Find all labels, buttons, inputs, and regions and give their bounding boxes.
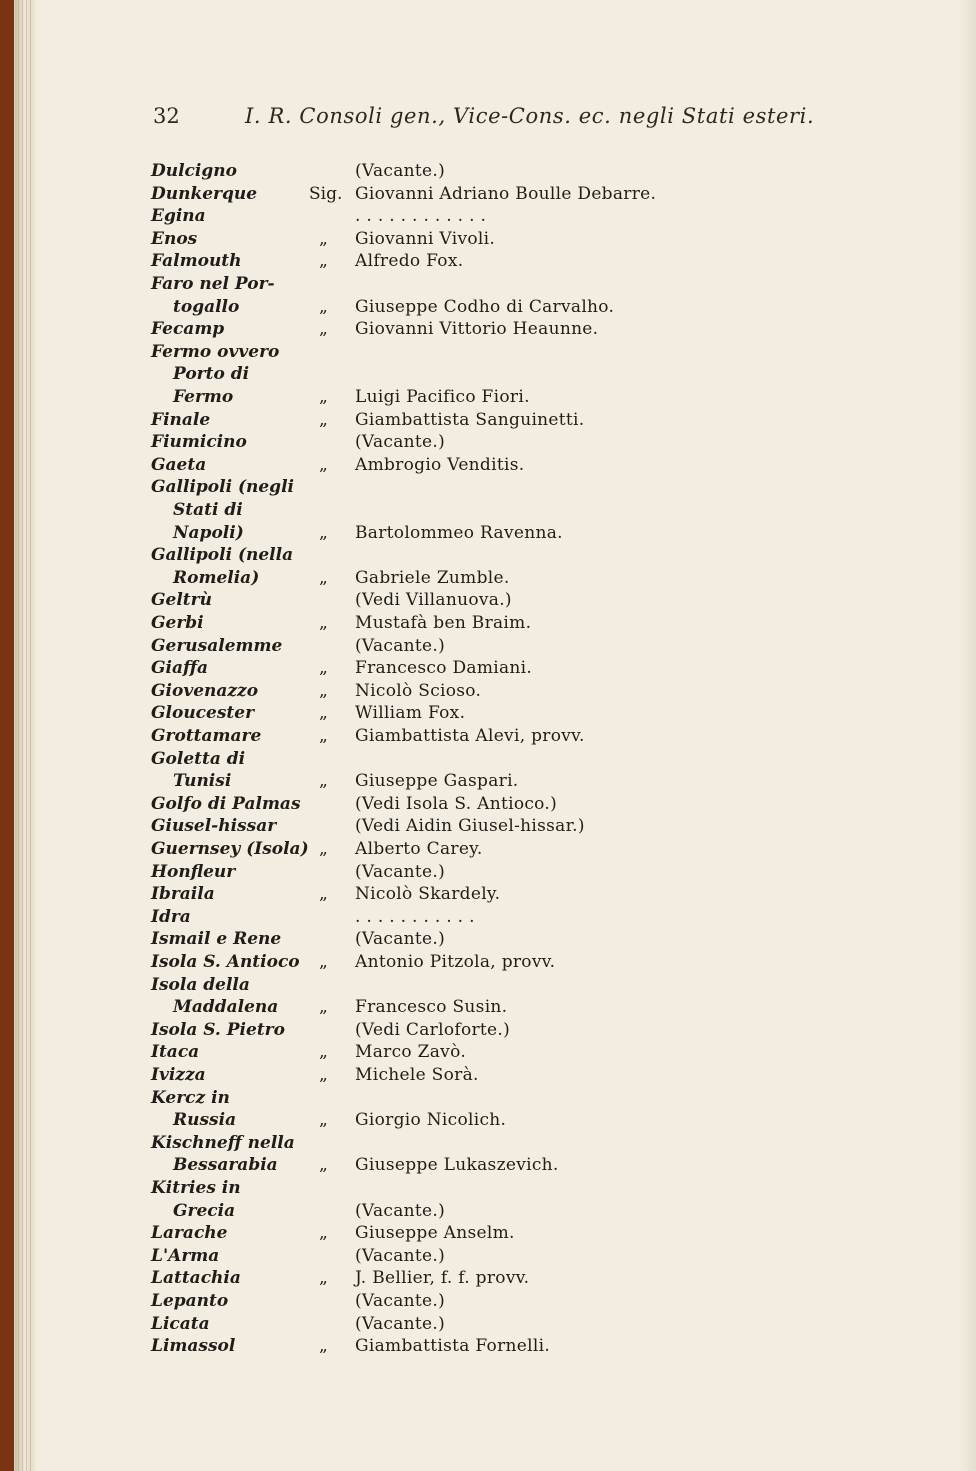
list-row <box>15 770 976 792</box>
list-row <box>15 702 976 724</box>
officer-name: Marco Zavò. <box>355 1042 467 1062</box>
officer-name: (Vacante.) <box>355 1314 446 1334</box>
officer-name: Gabriele Zumble. <box>355 568 510 588</box>
ditto-mark: „ <box>319 523 328 543</box>
officer-name: Giuseppe Gaspari. <box>355 771 519 791</box>
list-row <box>15 883 976 905</box>
place-name: Grottamare <box>151 726 262 746</box>
list-row <box>15 725 976 747</box>
place-name: Kercz in <box>151 1088 230 1108</box>
officer-name: Giuseppe Lukaszevich. <box>355 1155 559 1175</box>
place-name: Bessarabia <box>173 1155 278 1175</box>
list-row <box>15 1064 976 1086</box>
place-name: Egina <box>151 206 206 226</box>
list-row <box>15 431 976 453</box>
running-title: I. R. Consoli gen., Vice-Cons. ec. negli Stati esteri. <box>245 104 815 128</box>
list-row <box>15 815 976 837</box>
list-row <box>15 1335 976 1357</box>
ditto-mark: „ <box>319 297 328 317</box>
ditto-mark: „ <box>319 997 328 1017</box>
list-row <box>15 567 976 589</box>
ditto-mark: „ <box>319 455 328 475</box>
officer-name: (Vacante.) <box>355 1246 446 1266</box>
officer-name: (Vacante.) <box>355 1291 446 1311</box>
place-name: Golfo di Palmas <box>151 794 301 814</box>
officer-name: William Fox. <box>355 703 466 723</box>
officer-name: Giovanni Vittorio Heaunne. <box>355 319 599 339</box>
officer-name: (Vedi Villanuova.) <box>355 590 512 610</box>
list-row <box>15 1154 976 1176</box>
list-row <box>15 748 976 770</box>
list-row <box>15 1245 976 1267</box>
list-row <box>15 974 976 996</box>
place-name: Stati di <box>173 500 243 520</box>
place-name: Ismail e Rene <box>151 929 282 949</box>
officer-name: Antonio Pitzola, provv. <box>355 952 556 972</box>
place-name: Dulcigno <box>151 161 237 181</box>
place-name: Kischneff nella <box>151 1133 295 1153</box>
place-name: Guernsey (Isola) <box>151 839 309 859</box>
ditto-mark: „ <box>319 410 328 430</box>
place-name: Lattachia <box>151 1268 241 1288</box>
officer-name: Giambattista Fornelli. <box>355 1336 551 1356</box>
ditto-mark: „ <box>319 251 328 271</box>
place-name: Russia <box>173 1110 237 1130</box>
place-name: Larache <box>151 1223 228 1243</box>
officer-name: Nicolò Scioso. <box>355 681 482 701</box>
officer-name: (Vedi Isola S. Antioco.) <box>355 794 558 814</box>
list-row <box>15 1109 976 1131</box>
officer-name: Giambattista Alevi, provv. <box>355 726 585 746</box>
officer-name: Giovanni Vivoli. <box>355 229 496 249</box>
officer-name: (Vedi Aidin Giusel-hissar.) <box>355 816 585 836</box>
list-row <box>15 476 976 498</box>
officer-name: (Vacante.) <box>355 862 446 882</box>
place-name: Giovenazzo <box>151 681 259 701</box>
place-name: Giaffa <box>151 658 209 678</box>
list-row <box>15 861 976 883</box>
place-name: Gerbi <box>151 613 204 633</box>
list-row <box>15 838 976 860</box>
list-row <box>15 1177 976 1199</box>
officer-name: J. Bellier, f. f. provv. <box>355 1268 530 1288</box>
ditto-mark: „ <box>319 703 328 723</box>
place-name: Fermo ovvero <box>151 342 280 362</box>
list-row <box>15 612 976 634</box>
place-name: Gallipoli (nella <box>151 545 294 565</box>
ditto-mark: „ <box>319 1223 328 1243</box>
place-name: Grecia <box>173 1201 236 1221</box>
place-name: Tunisi <box>173 771 232 791</box>
ditto-mark: „ <box>319 726 328 746</box>
place-name: L'Arma <box>151 1246 220 1266</box>
place-name: Gallipoli (negli <box>151 477 294 497</box>
list-row <box>15 906 976 928</box>
place-name: Gaeta <box>151 455 207 475</box>
list-row <box>15 183 976 205</box>
ditto-mark: „ <box>319 771 328 791</box>
place-name: Maddalena <box>173 997 279 1017</box>
list-row <box>15 680 976 702</box>
officer-name: (Vacante.) <box>355 636 446 656</box>
list-row <box>15 205 976 227</box>
list-row <box>15 1132 976 1154</box>
list-row <box>15 454 976 476</box>
place-name: Dunkerque <box>151 184 258 204</box>
list-row <box>15 296 976 318</box>
list-row <box>15 928 976 950</box>
list-row <box>15 1041 976 1063</box>
place-name: Isola della <box>151 975 250 995</box>
list-row <box>15 160 976 182</box>
place-name: Limassol <box>151 1336 236 1356</box>
ditto-mark: „ <box>319 1268 328 1288</box>
list-row <box>15 1087 976 1109</box>
officer-name: . . . . . . . . . . . . <box>355 206 487 226</box>
ditto-mark: „ <box>319 839 328 859</box>
officer-name: Luigi Pacifico Fiori. <box>355 387 530 407</box>
page-number: 32 <box>153 104 180 128</box>
list-row <box>15 386 976 408</box>
list-row <box>15 409 976 431</box>
officer-name: Giovanni Adriano Boulle Debarre. <box>355 184 657 204</box>
ditto-mark: „ <box>319 387 328 407</box>
ditto-mark: „ <box>319 229 328 249</box>
officer-name: (Vacante.) <box>355 929 446 949</box>
officer-name: Giorgio Nicolich. <box>355 1110 507 1130</box>
officer-name: (Vacante.) <box>355 432 446 452</box>
list-row <box>15 951 976 973</box>
place-name: Gloucester <box>151 703 255 723</box>
list-row <box>15 793 976 815</box>
place-name: Napoli) <box>173 523 244 543</box>
list-row <box>15 250 976 272</box>
place-name: Licata <box>151 1314 210 1334</box>
officer-name: Giuseppe Anselm. <box>355 1223 515 1243</box>
place-name: Honfleur <box>151 862 236 882</box>
place-name: Finale <box>151 410 211 430</box>
officer-name: (Vacante.) <box>355 161 446 181</box>
ditto-mark: „ <box>319 1110 328 1130</box>
officer-name: . . . . . . . . . . . <box>355 907 475 927</box>
place-name: Gerusalemme <box>151 636 283 656</box>
ditto-mark: „ <box>319 952 328 972</box>
officer-name: Bartolommeo Ravenna. <box>355 523 563 543</box>
title-abbrev: Sig. <box>309 184 343 204</box>
ditto-mark: „ <box>319 319 328 339</box>
place-name: Faro nel Por- <box>151 274 275 294</box>
list-row <box>15 589 976 611</box>
officer-name: Francesco Susin. <box>355 997 508 1017</box>
ditto-mark: „ <box>319 658 328 678</box>
place-name: Itaca <box>151 1042 200 1062</box>
officer-name: (Vedi Carloforte.) <box>355 1020 511 1040</box>
book-page <box>14 0 976 1471</box>
list-row <box>15 499 976 521</box>
officer-name: Francesco Damiani. <box>355 658 533 678</box>
list-row <box>15 522 976 544</box>
place-name: Enos <box>151 229 198 249</box>
ditto-mark: „ <box>319 613 328 633</box>
list-row <box>15 1200 976 1222</box>
place-name: togallo <box>173 297 240 317</box>
officer-name: Giambattista Sanguinetti. <box>355 410 585 430</box>
ditto-mark: „ <box>319 1155 328 1175</box>
place-name: Fiumicino <box>151 432 247 452</box>
ditto-mark: „ <box>319 681 328 701</box>
place-name: Geltrù <box>151 590 212 610</box>
place-name: Giusel-hissar <box>151 816 277 836</box>
place-name: Idra <box>151 907 191 927</box>
place-name: Ivizza <box>151 1065 206 1085</box>
place-name: Fermo <box>173 387 234 407</box>
officer-name: Alfredo Fox. <box>355 251 464 271</box>
place-name: Ibraila <box>151 884 215 904</box>
place-name: Fecamp <box>151 319 225 339</box>
ditto-mark: „ <box>319 884 328 904</box>
list-row <box>15 341 976 363</box>
place-name: Lepanto <box>151 1291 229 1311</box>
list-row <box>15 996 976 1018</box>
place-name: Kitries in <box>151 1178 241 1198</box>
officer-name: Mustafà ben Braim. <box>355 613 532 633</box>
list-row <box>15 1267 976 1289</box>
place-name: Isola S. Antioco <box>151 952 300 972</box>
list-row <box>15 273 976 295</box>
officer-name: Giuseppe Codho di Carvalho. <box>355 297 615 317</box>
ditto-mark: „ <box>319 568 328 588</box>
officer-name: Nicolò Skardely. <box>355 884 501 904</box>
list-row <box>15 635 976 657</box>
officer-name: Ambrogio Venditis. <box>355 455 525 475</box>
running-header <box>15 104 976 132</box>
place-name: Romelia) <box>173 568 260 588</box>
officer-name: (Vacante.) <box>355 1201 446 1221</box>
list-row <box>15 1019 976 1041</box>
list-row <box>15 1222 976 1244</box>
list-row <box>15 318 976 340</box>
place-name: Goletta di <box>151 749 246 769</box>
officer-name: Michele Sorà. <box>355 1065 479 1085</box>
place-name: Falmouth <box>151 251 242 271</box>
officer-name: Alberto Carey. <box>355 839 483 859</box>
place-name: Porto di <box>173 364 250 384</box>
list-row <box>15 363 976 385</box>
place-name: Isola S. Pietro <box>151 1020 285 1040</box>
list-row <box>15 1313 976 1335</box>
list-row <box>15 228 976 250</box>
ditto-mark: „ <box>319 1065 328 1085</box>
list-row <box>15 1290 976 1312</box>
list-row <box>15 657 976 679</box>
list-row <box>15 544 976 566</box>
ditto-mark: „ <box>319 1042 328 1062</box>
ditto-mark: „ <box>319 1336 328 1356</box>
